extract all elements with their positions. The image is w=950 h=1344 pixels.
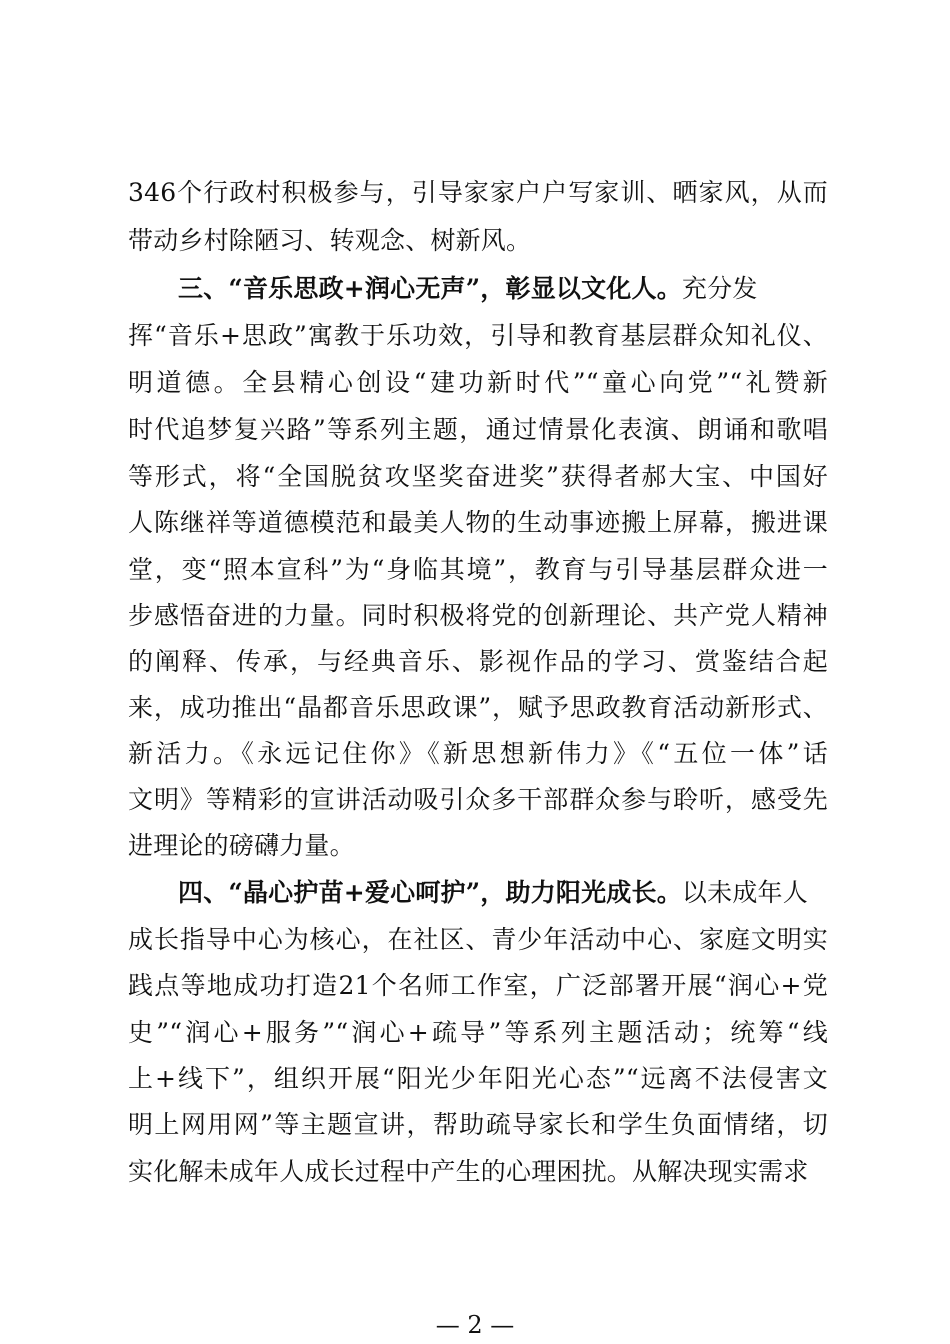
text-line — [128, 691, 828, 725]
text-line — [128, 176, 828, 210]
line-text: 带动乡村除陋习、转观念、树新风。 — [128, 226, 532, 255]
section-heading: 三、“音乐思政+润心无声”，彰显以文化人。 — [178, 274, 682, 303]
text-line — [128, 737, 828, 771]
line-text: 的阐释、传承，与经典音乐、影视作品的学习、赏鉴结合起 — [128, 647, 828, 676]
line-text: 堂，变“照本宣科”为“身临其境”，教育与引导基层群众进一 — [128, 555, 828, 584]
text-line — [128, 506, 828, 540]
line-text: 成长指导中心为核心，在社区、青少年活动中心、家庭文明实 — [128, 925, 828, 954]
line-text: 明上网用网”等主题宣讲，帮助疏导家长和学生负面情绪，切 — [128, 1110, 828, 1139]
text-line — [178, 876, 828, 910]
line-text: 践点等地成功打造21个名师工作室，广泛部署开展“润心+党 — [128, 971, 828, 1000]
line-text: 步感悟奋进的力量。同时积极将党的创新理论、共产党人精神 — [128, 601, 828, 630]
text-line — [128, 1062, 828, 1096]
text-line — [128, 1155, 828, 1189]
line-text: 实化解未成年人成长过程中产生的心理困扰。从解决现实需求 — [128, 1157, 809, 1186]
line-text: 史”“润心+服务”“润心+疏导”等系列主题活动；统筹“线 — [128, 1018, 828, 1047]
line-text: 来，成功推出“晶都音乐思政课”，赋予思政教育活动新形式、 — [128, 693, 828, 722]
line-text: 上+线下”，组织开展“阳光少年阳光心态”“远离不法侵害文 — [128, 1064, 828, 1093]
text-line — [128, 923, 828, 957]
text-line — [128, 413, 828, 447]
line-text: 人陈继祥等道德模范和最美人物的生动事迹搬上屏幕，搬进课 — [128, 508, 828, 537]
text-line — [128, 319, 828, 353]
line-text: 挥“音乐+思政”寓教于乐功效，引导和教育基层群众知礼仪、 — [128, 321, 828, 350]
section-heading: 四、“晶心护苗+爱心呵护”，助力阳光成长。 — [178, 878, 682, 907]
text-line — [128, 969, 828, 1003]
line-text: 明道德。全县精心创设“建功新时代”“童心向党”“礼赞新 — [128, 368, 828, 397]
text-line — [128, 366, 828, 400]
text-line — [128, 829, 828, 863]
text-line — [128, 1108, 828, 1142]
line-text: 新活力。《永远记住你》《新思想新伟力》《“五位一体”话 — [128, 739, 828, 768]
text-line — [128, 460, 828, 494]
line-text: 文明》等精彩的宣讲活动吸引众多干部群众参与聆听，感受先 — [128, 785, 828, 814]
text-line — [128, 783, 828, 817]
page-number: — 2 — — [435, 1311, 515, 1339]
text-line — [128, 599, 828, 633]
line-text: 充分发 — [681, 274, 758, 303]
line-text: 进理论的磅礴力量。 — [128, 831, 355, 860]
text-line — [128, 1016, 828, 1050]
text-line — [128, 645, 828, 679]
line-text: 以未成年人 — [681, 878, 808, 907]
text-line — [128, 224, 828, 258]
line-text: 时代追梦复兴路”等系列主题，通过情景化表演、朗诵和歌唱 — [128, 415, 828, 444]
line-text: 等形式，将“全国脱贫攻坚奖奋进奖”获得者郝大宝、中国好 — [128, 462, 828, 491]
line-text: 346个行政村积极参与，引导家家户户写家训、晒家风，从而 — [128, 178, 828, 207]
text-line — [178, 272, 828, 306]
text-line — [128, 553, 828, 587]
